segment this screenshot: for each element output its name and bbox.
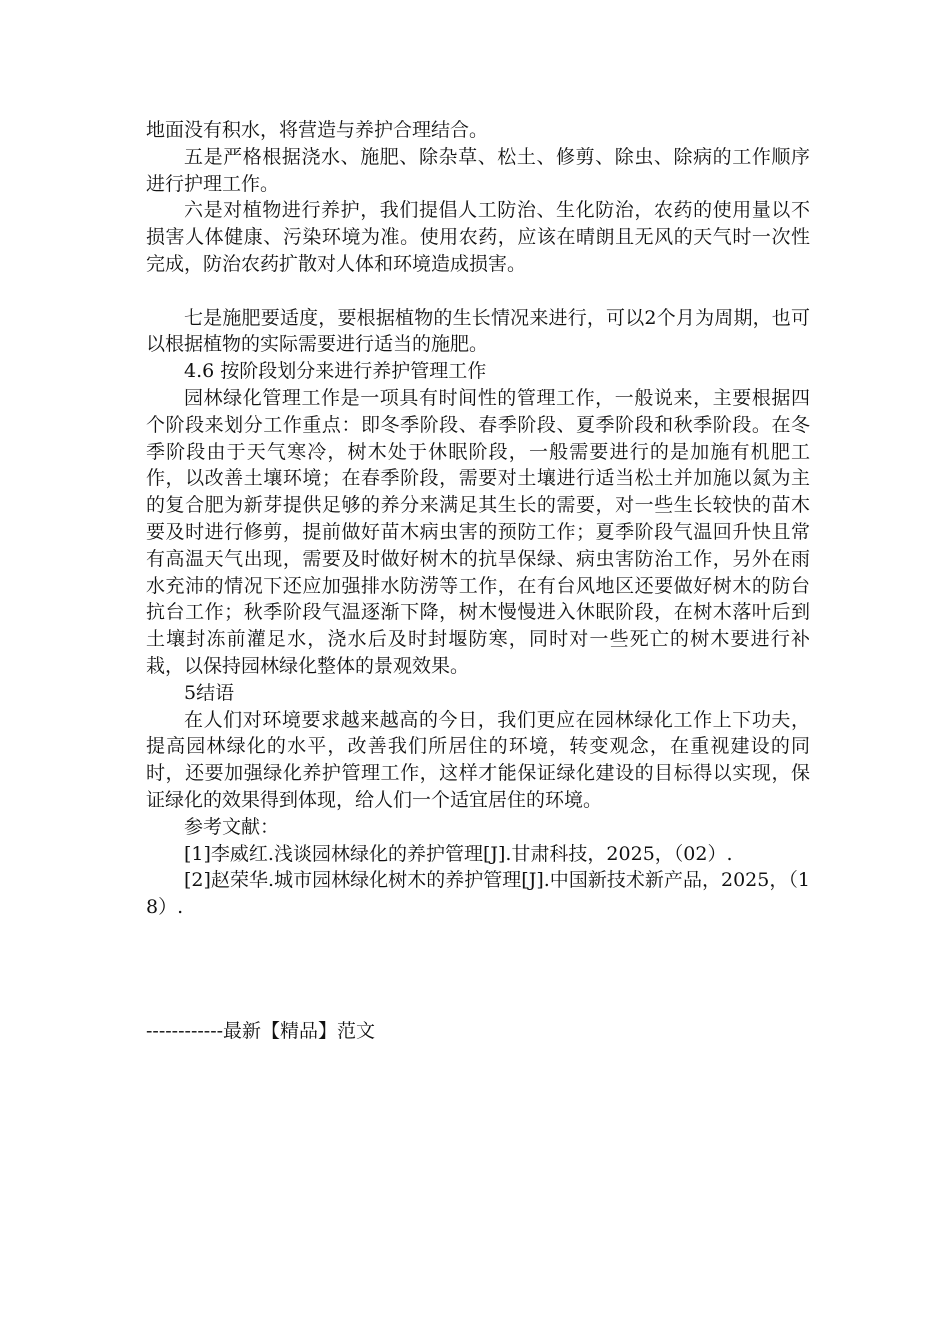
reference-item-2: [2]赵荣华.城市园林绿化树木的养护管理[J].中国新技术新产品，2025，（18）. xyxy=(146,869,810,919)
blank-line xyxy=(146,278,810,305)
paragraph-item-five: 五是严格根据浇水、施肥、除杂草、松土、修剪、除虫、除病的工作顺序进行护理工作。 xyxy=(146,145,810,195)
references-heading: 参考文献： xyxy=(184,815,280,838)
paragraph-item-seven: 七是施肥要适度，要根据植物的生长情况来进行，可以2个月为周期，也可以根据植物的实际需要进行适当的施肥。 xyxy=(146,306,810,356)
paragraph-seasonal-management: 园林绿化管理工作是一项具有时间性的管理工作，一般说来，主要根据四个阶段来划分工作重点：即冬季阶段、春季阶段、夏季阶段和秋季阶段。在冬季阶段由于天气寒冷，树木处于休眠阶段，一般需要进行的是加施有机肥工作，以改善土壤环境；在春季阶段，需要对土壤进行适当松土并加施以氮为主的复合肥为新芽提供足够的养分来满足其生长的需要，对一些生长较快的苗木要及时进行修剪，提前做好苗木病虫害的预防工作；夏季阶段气温回升快且常有高温天气出现，需要及时做好树木的抗旱保绿、病虫害防治工作，另外在雨水充沛的情况下还应加强排水防涝等工作，在有台风地区还要做好树木的防台抗台工作；秋季阶段气温逐渐下降，树木慢慢进入休眠阶段，在树木落叶后到土壤封冻前灌足水，浇水后及时封堰防寒，同时对一些死亡的树木要进行补栽，以保持园林绿化整体的景观效果。 xyxy=(146,386,810,677)
document-body xyxy=(146,117,810,921)
footer-tagline: ------------最新【精品】范文 xyxy=(146,1020,376,1042)
reference-item-1: [1]李威红.浅谈园林绿化的养护管理[J].甘肃科技，2025，（02）. xyxy=(184,842,733,865)
paragraph-item-six: 六是对植物进行养护，我们提倡人工防治、生化防治，农药的使用量以不损害人体健康、污染环境为准。使用农药，应该在晴朗且无风的天气时一次性完成，防治农药扩散对人体和环境造成损害。 xyxy=(146,199,810,275)
section-heading-4-6: 4.6 按阶段划分来进行养护管理工作 xyxy=(184,360,487,383)
section-heading-conclusion: 5结语 xyxy=(184,681,235,704)
paragraph-continuation: 地面没有积水，将营造与养护合理结合。 xyxy=(146,119,489,141)
paragraph-conclusion: 在人们对环境要求越来越高的今日，我们更应在园林绿化工作上下功夫，提高园林绿化的水平，改善我们所居住的环境，转变观念，在重视建设的同时，还要加强绿化养护管理工作，这样才能保证绿化建设的目标得以实现，保证绿化的效果得到体现，给人们一个适宜居住的环境。 xyxy=(146,708,810,811)
